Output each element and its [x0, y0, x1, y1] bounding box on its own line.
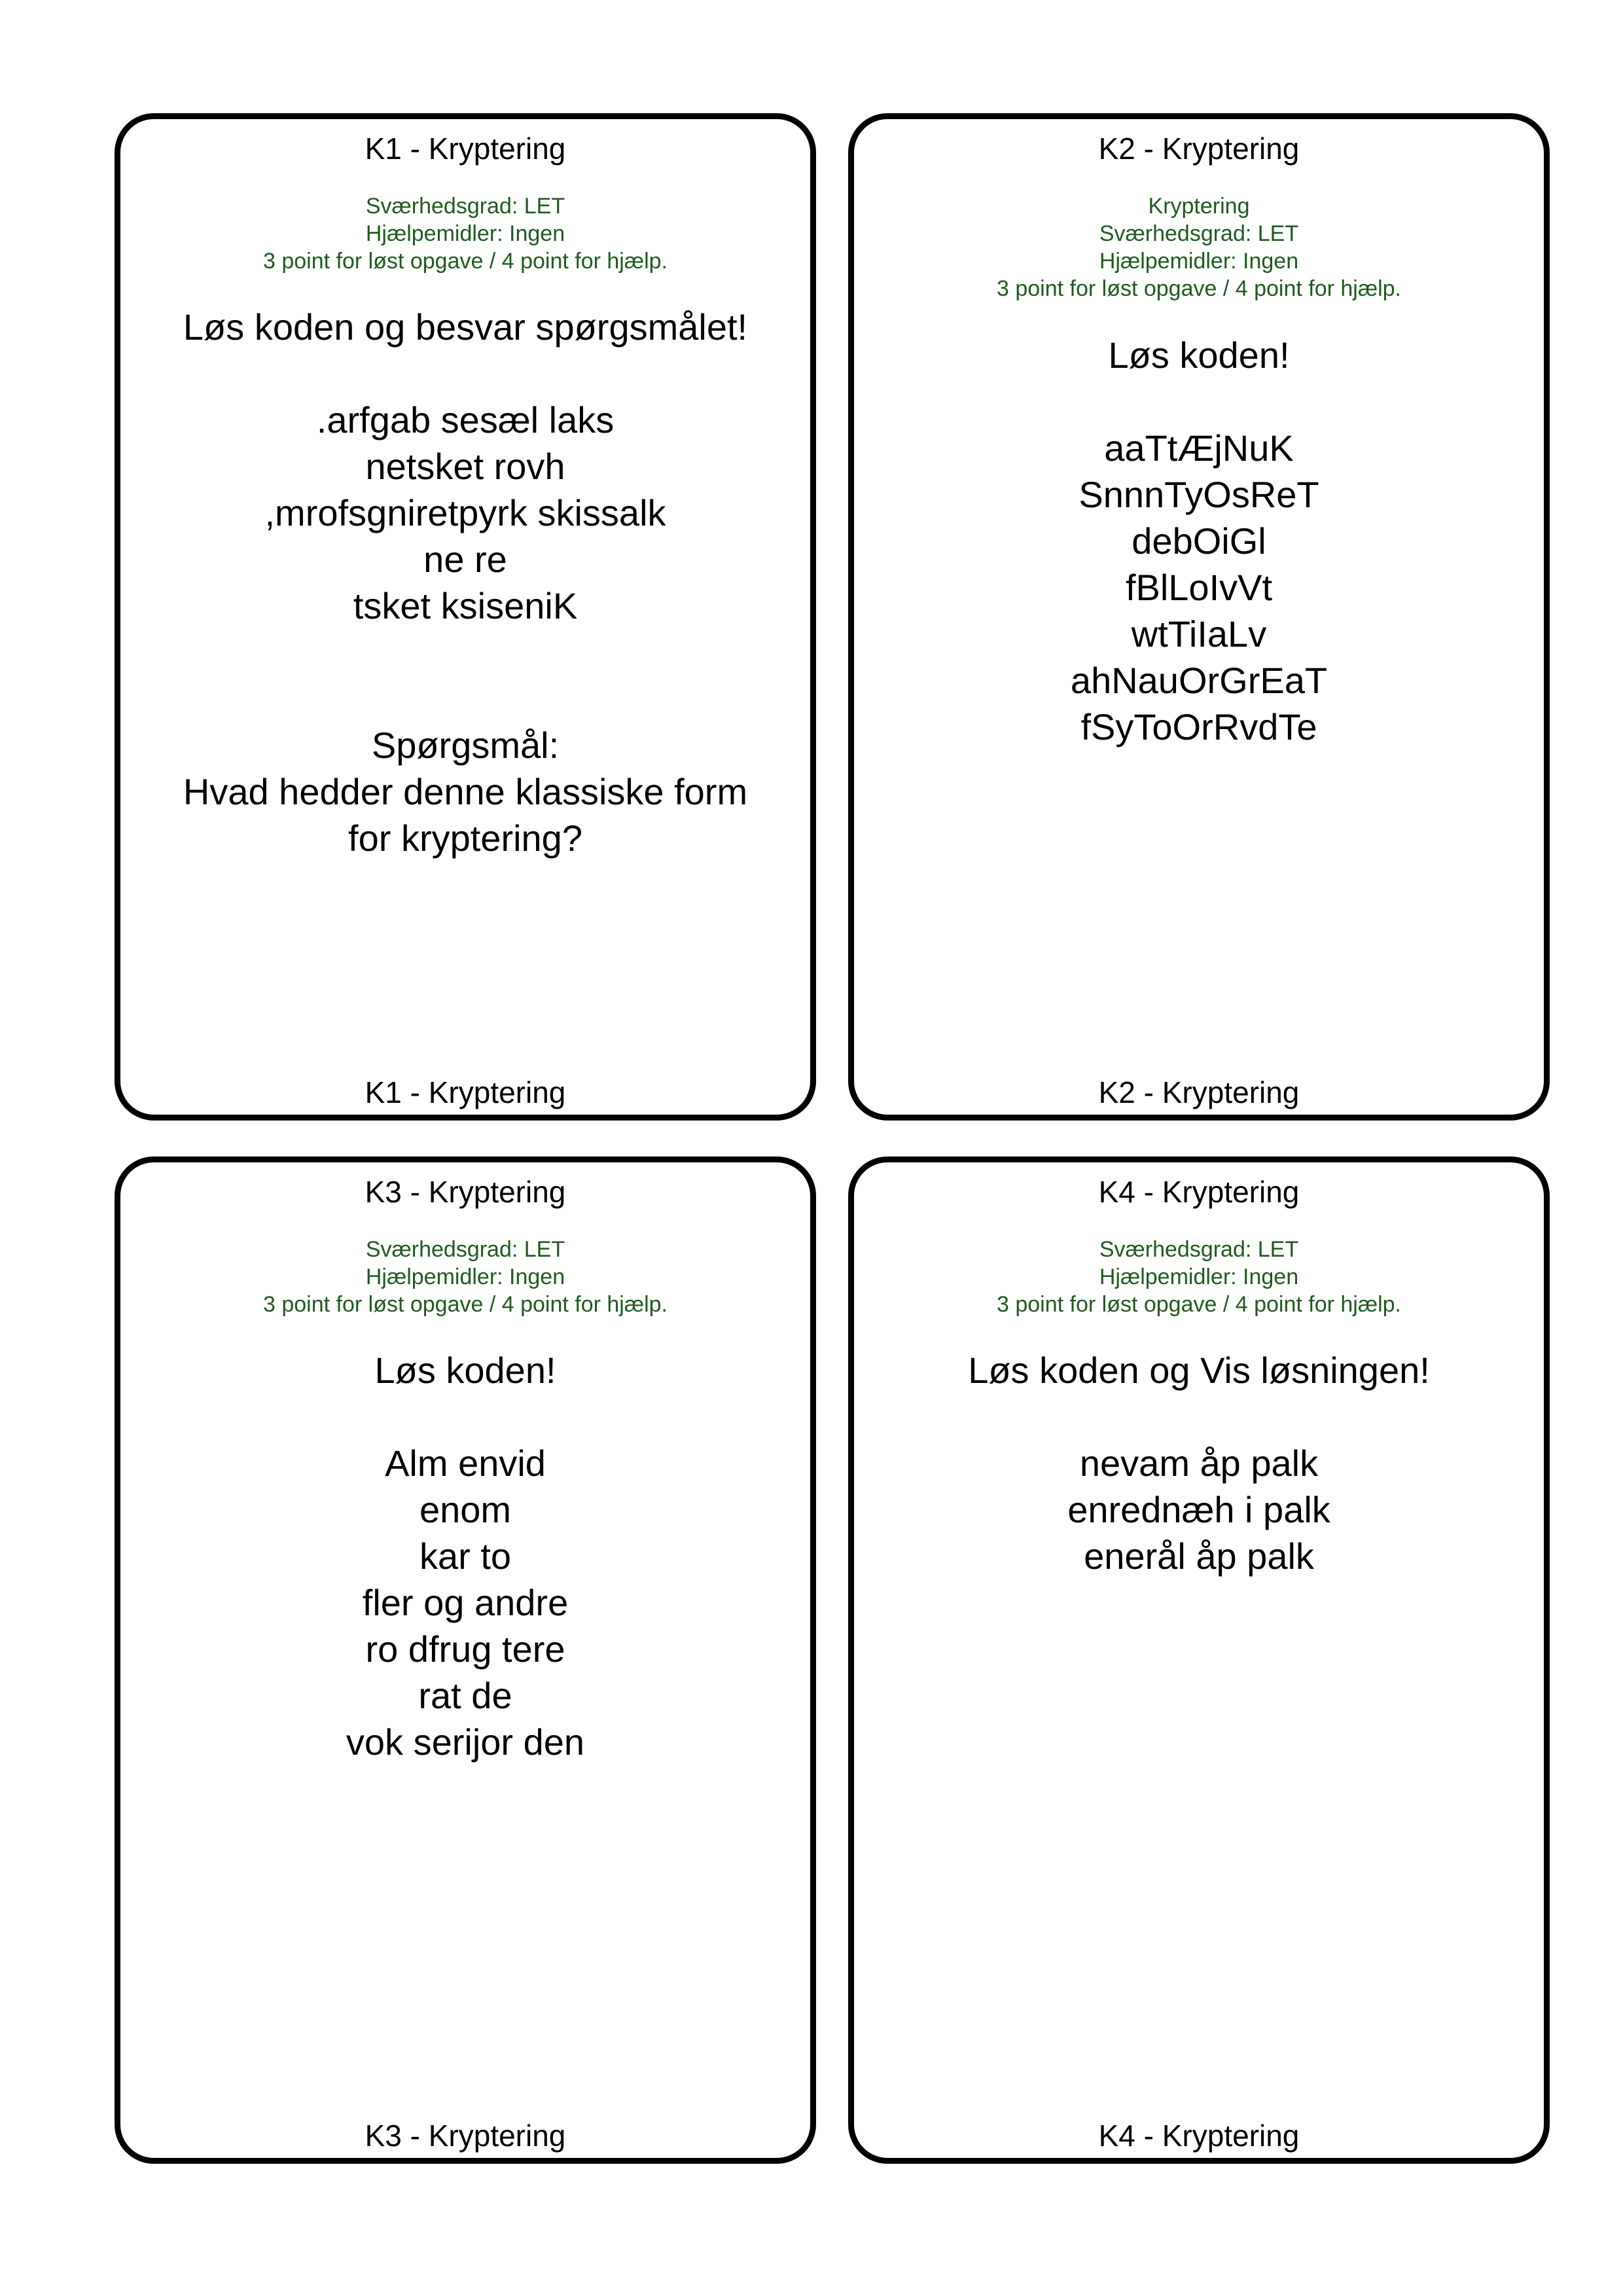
aids-text: Hjælpemidler: Ingen: [365, 1265, 565, 1289]
card-body: [120, 1347, 810, 1765]
instruction-text: Løs koden og besvar spørgsmålet!: [183, 306, 748, 348]
card-meta: [854, 192, 1544, 302]
task-card-k2: [848, 113, 1550, 1121]
code-line: ahNauOrGrEaT: [1070, 660, 1328, 701]
code-line: debOiGl: [1132, 520, 1266, 562]
question-label: Spørgsmål:: [371, 725, 560, 766]
code-line: .arfgab sesæl laks: [316, 399, 615, 440]
code-line: wtTiIaLv: [1131, 613, 1267, 655]
code-line: fBlLoIvVt: [1125, 567, 1273, 608]
card-body: [854, 332, 1544, 750]
difficulty-text: Sværhedsgrad: LET: [1099, 221, 1299, 246]
task-card-k1: [115, 113, 816, 1121]
code-line: Alm envid: [385, 1443, 546, 1484]
points-text: 3 point for løst opgave / 4 point for hjælp.: [262, 249, 668, 274]
card-title: K3 - Kryptering: [365, 1175, 566, 1209]
card-body: [854, 1347, 1544, 1579]
question-line: for kryptering?: [348, 817, 582, 859]
code-line: aaTtÆjNuK: [1104, 427, 1294, 469]
card-body: [120, 304, 810, 861]
code-line: fSyToOrRvdTe: [1080, 706, 1317, 747]
aids-text: Hjælpemidler: Ingen: [365, 221, 565, 246]
task-card-k3: [115, 1157, 816, 2164]
difficulty-text: Sværhedsgrad: LET: [365, 194, 565, 219]
code-line: rat de: [418, 1675, 512, 1716]
code-line: enerål åp palk: [1084, 1535, 1314, 1577]
code-line: fler og andre: [362, 1582, 569, 1623]
code-line: vok serijor den: [346, 1721, 585, 1763]
code-line: tsket ksiseniK: [353, 585, 578, 626]
card-title: K2 - Kryptering: [1098, 132, 1300, 166]
code-line: ro dfrug tere: [365, 1628, 565, 1670]
card-meta: [854, 1236, 1544, 1318]
code-line: netsket rovh: [365, 446, 565, 487]
card-meta: [120, 1236, 810, 1318]
card-footer: K4 - Kryptering: [1098, 2119, 1300, 2153]
code-line: ne re: [423, 539, 507, 580]
aids-text: Hjælpemidler: Ingen: [1099, 1265, 1299, 1289]
instruction-text: Løs koden!: [374, 1350, 556, 1391]
card-footer: K1 - Kryptering: [365, 1075, 566, 1109]
aids-text: Hjælpemidler: Ingen: [1099, 249, 1299, 274]
category-text: Kryptering: [1148, 194, 1250, 219]
instruction-text: Løs koden og Vis løsningen!: [968, 1350, 1430, 1391]
card-footer: K3 - Kryptering: [365, 2119, 566, 2153]
points-text: 3 point for løst opgave / 4 point for hjælp.: [996, 1292, 1401, 1317]
code-line: enrednæh i palk: [1067, 1489, 1330, 1530]
instruction-text: Løs koden!: [1108, 334, 1290, 376]
task-card-k4: [848, 1157, 1550, 2164]
difficulty-text: Sværhedsgrad: LET: [365, 1237, 565, 1262]
difficulty-text: Sværhedsgrad: LET: [1099, 1237, 1299, 1262]
card-footer: K2 - Kryptering: [1098, 1075, 1300, 1109]
code-line: enom: [419, 1489, 512, 1530]
code-line: nevam åp palk: [1079, 1443, 1319, 1484]
points-text: 3 point for løst opgave / 4 point for hjælp.: [996, 276, 1401, 301]
points-text: 3 point for løst opgave / 4 point for hjælp.: [262, 1292, 668, 1317]
question-line: Hvad hedder denne klassiske form: [183, 771, 748, 812]
code-line: kar to: [419, 1535, 512, 1577]
card-title: K4 - Kryptering: [1098, 1175, 1300, 1209]
code-line: ,mrofsgniretpyrk skissalk: [264, 492, 666, 533]
code-line: SnnnTyOsReT: [1079, 474, 1319, 515]
card-title: K1 - Kryptering: [365, 132, 566, 166]
card-meta: [120, 192, 810, 275]
